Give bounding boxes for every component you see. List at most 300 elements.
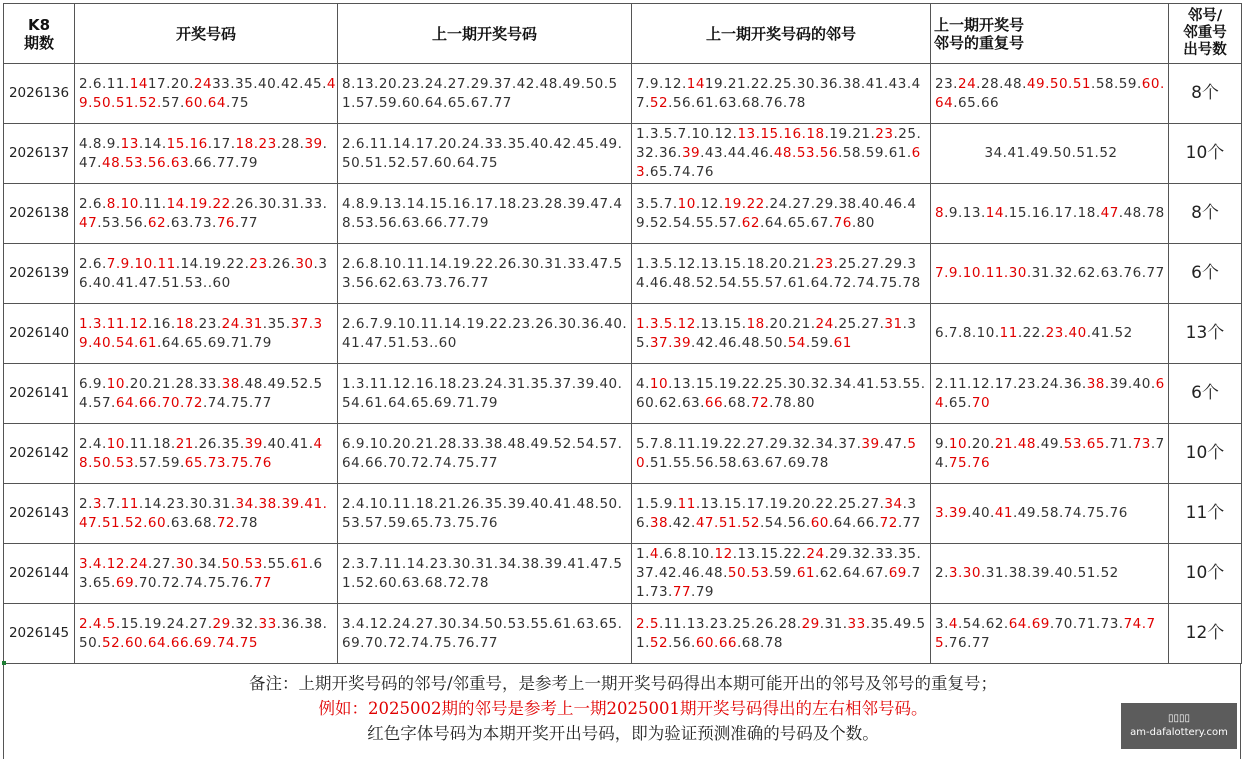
- hit-number: 8.10: [106, 195, 139, 212]
- number-text: .63.73.: [166, 214, 217, 231]
- number-text: .68.: [723, 394, 751, 411]
- hit-number: 14: [686, 75, 705, 92]
- number-text: .31.38.39.40.51.52: [980, 565, 1119, 581]
- hit-number: 29: [212, 615, 231, 632]
- number-text: .47.: [879, 435, 908, 452]
- number-text: .78: [235, 514, 258, 531]
- hit-number: 64: [935, 375, 1165, 411]
- hit-number: 49.50.51.52.: [79, 75, 337, 111]
- number-text: .65.: [944, 394, 972, 411]
- hit-number: 48.53.56.63: [101, 154, 190, 171]
- hit-number: 73: [1132, 435, 1151, 452]
- number-text: .41.52: [1086, 325, 1133, 341]
- number-text: 6.7.8.10.: [935, 325, 1000, 341]
- number-text: 3.5.7.: [636, 195, 678, 212]
- hit-number: 7.9.10.11: [106, 255, 176, 272]
- hit-number: 10: [677, 195, 696, 212]
- k8-table: [3, 3, 1242, 664]
- period-cell: 2026141: [4, 364, 75, 424]
- period-cell: 2026138: [4, 184, 75, 244]
- hit-number: 41: [994, 505, 1014, 521]
- number-text: .26.: [267, 255, 296, 272]
- number-text: 19.21.22.25.30.36.38.41.43.47.: [636, 75, 921, 111]
- watermark-title: ▯▯▯▯: [1167, 713, 1190, 724]
- table-row: [4, 184, 1242, 244]
- hit-number: 4: [649, 546, 659, 562]
- hit-number: 74.75: [935, 615, 1156, 651]
- hit-number: 3.39: [935, 505, 968, 521]
- hit-number: 76: [833, 214, 852, 231]
- number-text: .31.: [819, 615, 848, 632]
- period-cell: 2026145: [4, 604, 75, 664]
- hit-number: 39: [681, 145, 701, 161]
- hit-number: 1.3.11.12: [79, 315, 148, 332]
- hit-number: 34: [884, 495, 903, 512]
- table-row: [4, 544, 1242, 604]
- number-text: 33.35.40.42.45.: [212, 75, 327, 92]
- number-text: .39.40.: [1104, 375, 1156, 392]
- neighbor-repeat-cell: [931, 304, 1169, 364]
- number-text: .49.: [1036, 435, 1064, 452]
- hit-number: 10: [948, 435, 968, 452]
- number-text: .78.80: [769, 394, 816, 411]
- hit-number: 47.51.52: [695, 514, 760, 531]
- draw-numbers-cell: [75, 304, 338, 364]
- number-text: .20.21.28.33.: [124, 375, 222, 392]
- number-text: .56.: [668, 634, 696, 651]
- hit-number: 12: [714, 546, 733, 562]
- k8-sheet: [3, 3, 1241, 664]
- number-text: .77: [235, 214, 259, 231]
- number-text: 7.9.12.: [636, 75, 687, 92]
- hit-count-cell: 6个: [1169, 364, 1242, 424]
- number-text: .64.66.: [828, 514, 880, 531]
- number-text: .20.21.: [764, 315, 816, 332]
- hit-number: 62: [147, 214, 167, 231]
- number-text: .75: [225, 94, 249, 111]
- number-text: 23.: [935, 75, 958, 92]
- number-text: .47.: [79, 135, 328, 171]
- number-text: .65.74.76: [645, 164, 715, 180]
- number-text: .74.75.77: [202, 394, 272, 411]
- number-text: 3.4.12.24.27.30.34.50.53.55.61.63.65.69.70.72.74.75.76.77: [342, 615, 623, 651]
- draw-numbers-cell: [75, 184, 338, 244]
- hit-number: 24: [957, 75, 977, 92]
- hit-number: 33: [847, 615, 866, 632]
- hit-number: 47: [79, 214, 98, 231]
- hit-number: 61: [833, 334, 852, 351]
- number-text: .40.: [967, 505, 995, 521]
- number-text: 6.9.: [79, 375, 107, 392]
- hit-count-cell: 8个: [1169, 64, 1242, 124]
- note-explanation: 备注：上期开奖号码的邻号/邻重号，是参考上一期开奖号码得出本期可能开出的邻号及邻号的重复号；: [248, 674, 998, 693]
- number-text: .9.13.: [944, 205, 986, 221]
- number-text: .77: [897, 514, 921, 531]
- hit-number: 61: [796, 565, 815, 581]
- table-row: [4, 604, 1242, 664]
- number-text: .53.56.: [97, 214, 148, 231]
- hit-number: 48.53.56: [773, 145, 838, 161]
- hit-number: 10: [649, 375, 669, 392]
- hit-number: 23: [249, 255, 268, 272]
- number-text: .59.: [769, 565, 797, 581]
- number-text: .59.: [805, 334, 834, 351]
- hit-count-cell: 13个: [1169, 304, 1242, 364]
- draw-numbers-cell: [75, 244, 338, 304]
- number-text: .71.: [1104, 435, 1133, 452]
- hit-number: 24: [815, 315, 834, 332]
- hit-number: 72: [879, 514, 898, 531]
- neighbor-numbers-cell: [632, 424, 931, 484]
- number-text: 2.6.: [79, 195, 107, 212]
- hit-number: 18: [746, 315, 765, 332]
- neighbor-repeat-cell: [931, 124, 1169, 184]
- neighbor-repeat-cell: [931, 424, 1169, 484]
- neighbor-numbers-cell: [632, 184, 931, 244]
- hit-number: 72: [216, 514, 236, 531]
- number-text: .70.71.73.: [1049, 615, 1124, 632]
- number-text: 34.41.49.50.51.52: [984, 145, 1118, 161]
- hit-number: 39: [304, 135, 323, 152]
- note-red-legend: 红色字体号码为本期开奖开出号码，即为验证预测准确的号码及个数。: [367, 724, 879, 743]
- hit-number: 10: [106, 435, 125, 452]
- neighbor-repeat-cell: [931, 364, 1169, 424]
- number-text: .6.8.10.: [658, 546, 715, 562]
- draw-numbers-cell: [75, 124, 338, 184]
- hit-number: 50.53: [221, 555, 263, 572]
- hit-count-cell: 11个: [1169, 484, 1242, 544]
- hit-number: 4: [948, 615, 958, 632]
- number-text: .48.49.52.54.57.: [79, 375, 323, 411]
- number-text: 1.3.11.12.16.18.23.24.31.35.37.39.40.54.61.64.65.69.71.79: [342, 375, 623, 411]
- number-text: .25.27.: [833, 315, 885, 332]
- number-text: .48.78: [1118, 205, 1165, 221]
- header-previous-draw: 上一期开奖号码: [338, 4, 632, 64]
- previous-draw-cell: [338, 484, 632, 544]
- number-text: .51.55.56.58.63.67.69.78: [645, 454, 829, 471]
- number-text: .70.72.74.75.76.: [134, 574, 254, 591]
- number-text: .7.: [101, 495, 121, 512]
- number-text: .65.66: [953, 94, 1000, 111]
- number-text: 9.: [935, 435, 949, 452]
- neighbor-repeat-cell: [931, 244, 1169, 304]
- number-text: .23.: [193, 315, 222, 332]
- previous-draw-cell: [338, 364, 632, 424]
- number-text: .17.: [207, 135, 236, 152]
- hit-number: 34.38.39.41.47.51.52.60: [79, 495, 328, 531]
- previous-draw-cell: [338, 304, 632, 364]
- table-row: [4, 364, 1242, 424]
- hit-number: 30: [295, 255, 314, 272]
- hit-count-cell: 8个: [1169, 184, 1242, 244]
- hit-number: 21.48: [994, 435, 1036, 452]
- number-text: .57.59.: [134, 454, 185, 471]
- hit-number: 7.9.10.11.30: [935, 265, 1027, 281]
- hit-number: 3.30: [948, 565, 981, 581]
- notes-box: [3, 663, 1241, 759]
- hit-number: 53.65: [1063, 435, 1105, 452]
- hit-number: 54: [787, 334, 806, 351]
- table-row: [4, 424, 1242, 484]
- neighbor-numbers-cell: [632, 484, 931, 544]
- number-text: .43.44.46.: [700, 145, 774, 161]
- hit-number: 60.66: [695, 634, 737, 651]
- period-cell: 2026144: [4, 544, 75, 604]
- hit-number: 24: [193, 75, 213, 92]
- number-text: 57.: [161, 94, 185, 111]
- number-text: 2.11.12.17.23.24.36.: [935, 375, 1087, 392]
- number-text: .54.62.: [957, 615, 1009, 632]
- number-text: .14.23.30.31.: [138, 495, 236, 512]
- number-text: .13.15.22.: [732, 546, 807, 562]
- hit-number: 24: [806, 546, 825, 562]
- table-row: [4, 244, 1242, 304]
- number-text: .74.: [935, 435, 1165, 471]
- hit-number: 65.73.75.76: [184, 454, 272, 471]
- number-text: .36.: [636, 495, 917, 531]
- hit-number: 3.4.12.24: [79, 555, 148, 572]
- hit-number: 52: [649, 94, 669, 111]
- number-text: .35.49.51.: [636, 615, 926, 651]
- hit-number: 38: [1086, 375, 1105, 392]
- number-text: 2.6.11.14.17.20.24.33.35.40.42.45.49.50.51.52.57.60.64.75: [342, 135, 623, 171]
- hit-number: 60.64: [935, 75, 1165, 111]
- number-text: .13.15.: [695, 315, 747, 332]
- hit-number: 37.39: [649, 334, 692, 351]
- number-text: 1.5.9.: [636, 495, 678, 512]
- hit-number: 50: [636, 435, 917, 471]
- cell-corner-marker: [2, 661, 6, 665]
- number-text: .36.40.41.47.51.53..60: [79, 255, 328, 291]
- number-text: .63.65.: [79, 555, 323, 591]
- previous-draw-cell: [338, 64, 632, 124]
- table-row: [4, 64, 1242, 124]
- table-row: [4, 304, 1242, 364]
- hit-number: 11: [999, 325, 1018, 341]
- note-example: 例如：2025002期的邻号是参考上一期2025001期开奖号码得出的左右相邻号码。: [318, 699, 928, 718]
- hit-number: 2.5: [636, 615, 659, 632]
- number-text: .14.: [138, 135, 167, 152]
- number-text: 8.13.20.23.24.27.29.37.42.48.49.50.51.57.59.60.64.65.67.77: [342, 75, 618, 111]
- hit-number: 77: [253, 574, 272, 591]
- hit-number: 60.64: [184, 94, 226, 111]
- number-text: .56.61.63.68.76.78: [668, 94, 806, 111]
- number-text: .76.77: [944, 634, 991, 651]
- previous-draw-cell: [338, 604, 632, 664]
- draw-numbers-cell: [75, 604, 338, 664]
- hit-number: 13: [120, 135, 139, 152]
- draw-numbers-cell: [75, 424, 338, 484]
- neighbor-repeat-cell: [931, 64, 1169, 124]
- neighbor-numbers-cell: [632, 604, 931, 664]
- number-text: .36.38.50.: [79, 615, 328, 651]
- neighbor-numbers-cell: [632, 64, 931, 124]
- hit-number: 18: [175, 315, 194, 332]
- hit-number: 66: [704, 394, 724, 411]
- number-text: .71.73.: [636, 565, 921, 600]
- draw-numbers-cell: [75, 544, 338, 604]
- number-text: .15.16.17.18.: [1003, 205, 1101, 221]
- number-text: .19.21.: [824, 126, 876, 142]
- number-text: 2.4.10.11.18.21.26.35.39.40.41.48.50.53.57.59.65.73.75.76: [342, 495, 623, 531]
- hit-number: 23: [875, 126, 894, 142]
- hit-number: 76: [216, 214, 236, 231]
- number-text: .27.: [147, 555, 176, 572]
- neighbor-repeat-cell: [931, 184, 1169, 244]
- neighbor-repeat-cell: [931, 484, 1169, 544]
- number-text: 2.6.8.10.11.14.19.22.26.30.31.33.47.53.56.62.63.73.76.77: [342, 255, 623, 291]
- hit-number: 77: [672, 584, 692, 600]
- hit-number: 52.60.64.66.69.74.75: [101, 634, 258, 651]
- number-text: .80: [851, 214, 875, 231]
- hit-count-cell: 6个: [1169, 244, 1242, 304]
- number-text: .35.: [262, 315, 291, 332]
- hit-number: 63: [636, 145, 921, 180]
- hit-number: 3: [92, 495, 102, 512]
- hit-number: 69: [888, 565, 907, 581]
- hit-number: 2.4.5: [79, 615, 116, 632]
- hit-number: 1.3.5.12: [636, 315, 696, 332]
- hit-number: 18.23: [235, 135, 277, 152]
- hit-number: 61: [290, 555, 309, 572]
- number-text: 6.9.10.20.21.28.33.38.48.49.52.54.57.64.66.70.72.74.75.77: [342, 435, 623, 471]
- neighbor-numbers-cell: [632, 304, 931, 364]
- period-cell: 2026143: [4, 484, 75, 544]
- site-watermark: [1121, 703, 1237, 749]
- watermark-url: am-dafalottery.com: [1130, 727, 1228, 738]
- neighbor-numbers-cell: [632, 124, 931, 184]
- number-text: .32.: [230, 615, 259, 632]
- number-text: .34.: [193, 555, 222, 572]
- hit-number: 64.66.70.72: [115, 394, 203, 411]
- hit-number: 75.76: [948, 454, 991, 471]
- hit-number: 31: [884, 315, 903, 332]
- header-row: [4, 4, 1242, 64]
- number-text: 2.4.: [79, 435, 107, 452]
- neighbor-numbers-cell: [632, 364, 931, 424]
- number-text: .66.77.79: [189, 154, 258, 171]
- hit-number: 48.50.53: [79, 435, 323, 471]
- previous-draw-cell: [338, 244, 632, 304]
- number-text: .22.: [1017, 325, 1046, 341]
- hit-number: 15.16: [166, 135, 208, 152]
- hit-number: 33: [258, 615, 277, 632]
- period-cell: 2026142: [4, 424, 75, 484]
- hit-number: 70: [971, 394, 991, 411]
- hit-number: 39: [861, 435, 880, 452]
- header-hit-count: 邻号/ 邻重号 出号数: [1169, 4, 1242, 64]
- hit-number: 38: [221, 375, 240, 392]
- period-cell: 2026140: [4, 304, 75, 364]
- number-text: .54.56.: [759, 514, 811, 531]
- number-text: .40.41.: [262, 435, 314, 452]
- number-text: 1.: [636, 546, 650, 562]
- hit-number: 19.22: [723, 195, 765, 212]
- number-text: 4.8.9.13.14.15.16.17.18.23.28.39.47.48.53.56.63.66.77.79: [342, 195, 623, 231]
- number-text: 4.: [636, 375, 650, 392]
- hit-number: 38: [649, 514, 669, 531]
- hit-count-cell: 12个: [1169, 604, 1242, 664]
- previous-draw-cell: [338, 544, 632, 604]
- number-text: .14.19.22.: [175, 255, 250, 272]
- number-text: 2.6.: [79, 255, 107, 272]
- number-text: .42.: [668, 514, 696, 531]
- number-text: .13.15.19.22.25.30.32.34.41.53.55.60.62.63.: [636, 375, 926, 411]
- number-text: .49.58.74.75.76: [1013, 505, 1128, 521]
- number-text: 2.3.7.11.14.23.30.31.34.38.39.41.47.51.52.60.63.68.72.78: [342, 555, 623, 591]
- neighbor-repeat-cell: [931, 544, 1169, 604]
- number-text: 1.3.5.7.10.12.: [636, 126, 738, 142]
- number-text: .28.: [276, 135, 305, 152]
- hit-number: 37.39.40.54.61: [79, 315, 323, 351]
- hit-number: 23: [815, 255, 834, 272]
- number-text: .16.: [147, 315, 176, 332]
- number-text: 2.6.11.: [79, 75, 130, 92]
- hit-number: 13.15.16.18: [737, 126, 825, 142]
- number-text: .25.32.36.: [636, 126, 922, 161]
- number-text: .26.35.: [193, 435, 245, 452]
- hit-number: 64.69: [1008, 615, 1050, 632]
- hit-number: 47: [1100, 205, 1119, 221]
- hit-number: 72: [750, 394, 770, 411]
- number-text: 17.20.: [147, 75, 194, 92]
- number-text: 2.6.7.9.10.11.14.19.22.23.26.30.36.40.41.47.51.53..60: [342, 315, 628, 351]
- hit-number: 24.31: [221, 315, 263, 332]
- number-text: .55.: [262, 555, 291, 572]
- number-text: .58.59.61.: [837, 145, 912, 161]
- draw-numbers-cell: [75, 484, 338, 544]
- number-text: .11.: [138, 195, 167, 212]
- hit-number: 21: [175, 435, 194, 452]
- number-text: .79: [691, 584, 715, 600]
- table-row: [4, 124, 1242, 184]
- number-text: .11.13.23.25.26.28.: [658, 615, 802, 632]
- number-text: .15.19.24.27.: [115, 615, 213, 632]
- neighbor-numbers-cell: [632, 544, 931, 604]
- number-text: .35.: [636, 315, 917, 351]
- hit-number: 30: [175, 555, 194, 572]
- number-text: .63.68.: [166, 514, 217, 531]
- number-text: .42.46.48.50.: [691, 334, 788, 351]
- hit-count-cell: 10个: [1169, 544, 1242, 604]
- hit-number: 23.40: [1045, 325, 1087, 341]
- number-text: .20.: [967, 435, 995, 452]
- number-text: 2.: [935, 565, 949, 581]
- hit-number: 50.53: [727, 565, 770, 581]
- number-text: .26.30.31.33.: [230, 195, 328, 212]
- hit-number: 29: [801, 615, 820, 632]
- number-text: .64.65.67.: [759, 214, 834, 231]
- hit-number: 8: [935, 205, 945, 221]
- previous-draw-cell: [338, 424, 632, 484]
- period-cell: 2026137: [4, 124, 75, 184]
- number-text: .12.: [695, 195, 724, 212]
- period-cell: 2026139: [4, 244, 75, 304]
- hit-number: 14: [129, 75, 148, 92]
- hit-number: 10: [106, 375, 125, 392]
- number-text: .64.65.69.71.79: [157, 334, 272, 351]
- period-cell: 2026136: [4, 64, 75, 124]
- hit-number: 14: [985, 205, 1004, 221]
- number-text: .68.78: [737, 634, 783, 651]
- neighbor-numbers-cell: [632, 244, 931, 304]
- number-text: .28.48.: [976, 75, 1027, 92]
- number-text: .11.18.: [124, 435, 176, 452]
- previous-draw-cell: [338, 184, 632, 244]
- draw-numbers-cell: [75, 64, 338, 124]
- number-text: 5.7.8.11.19.22.27.29.32.34.37.: [636, 435, 862, 452]
- header-neighbor-repeat: 上一期开奖号 邻号的重复号: [931, 4, 1169, 64]
